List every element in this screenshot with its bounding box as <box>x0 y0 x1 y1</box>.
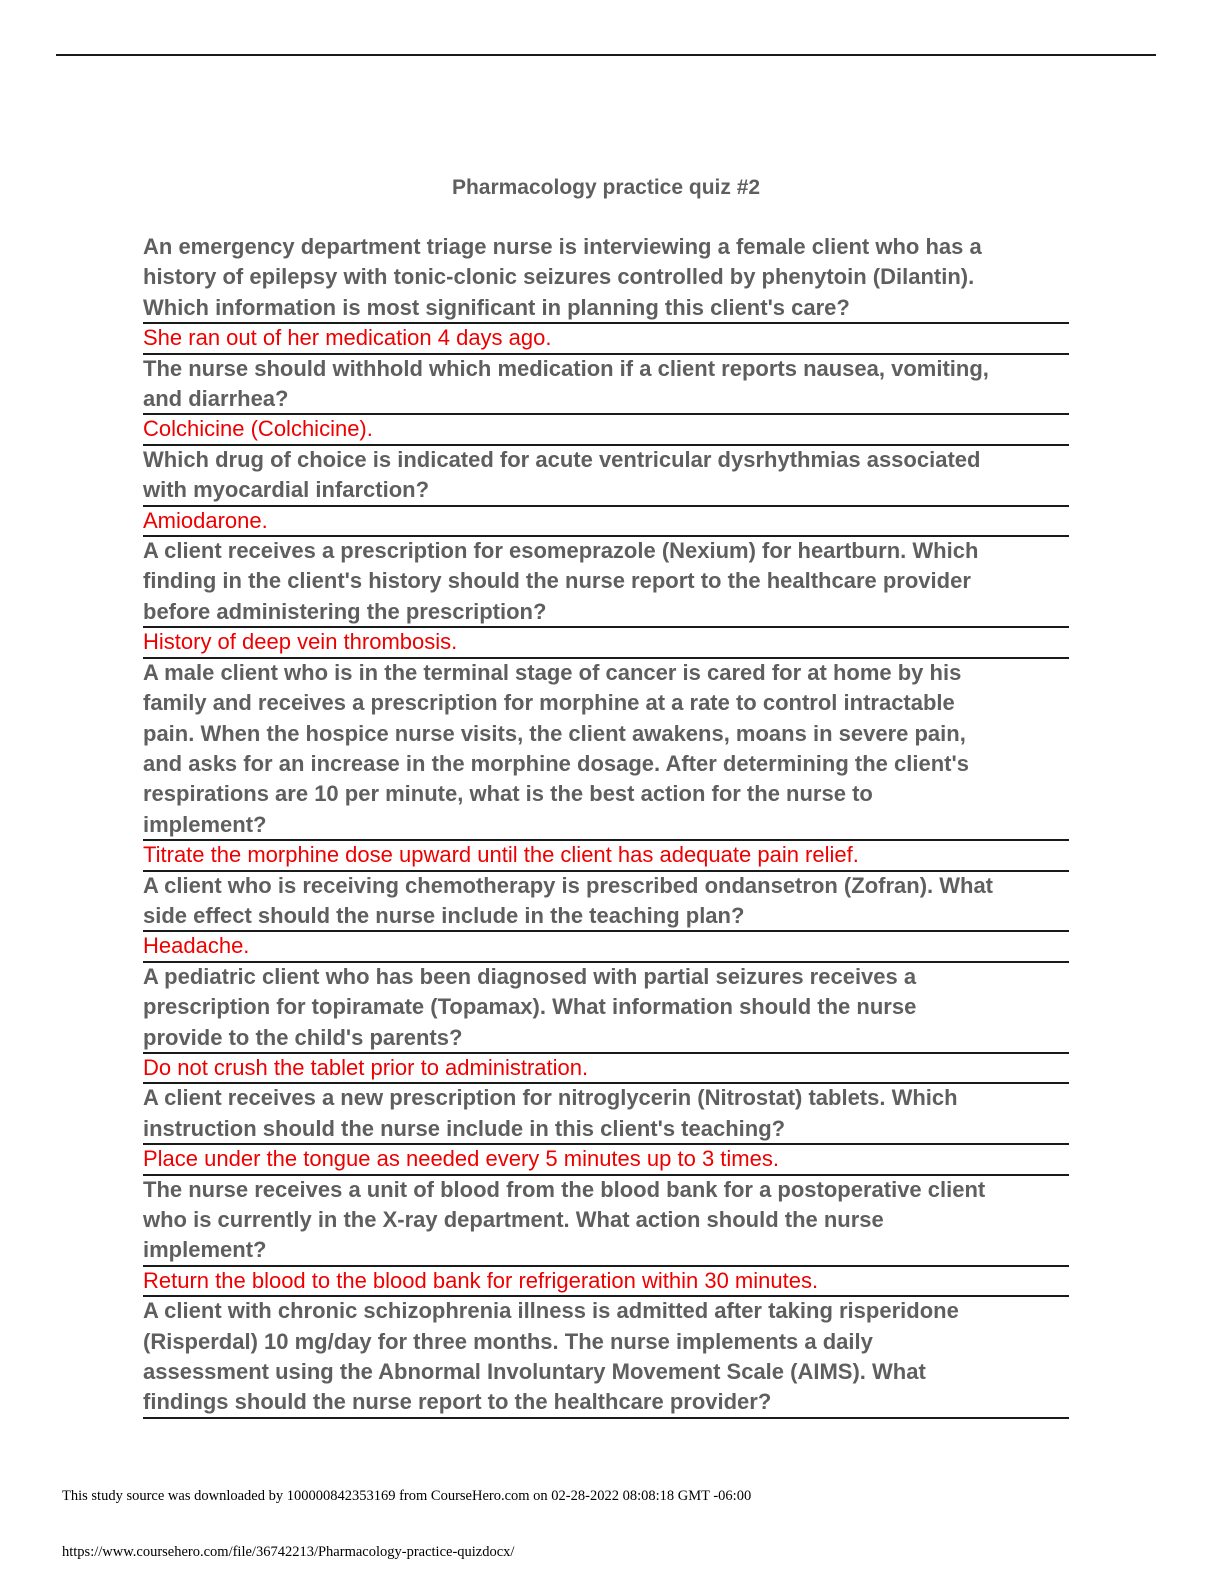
question-4 <box>143 536 1069 627</box>
answer-8 <box>143 1144 1069 1174</box>
question-text-line: findings should the nurse report to the healthcare provider? <box>143 1389 772 1415</box>
answer-9 <box>143 1266 1069 1296</box>
answer-text-line: Return the blood to the blood bank for refrigeration within 30 minutes. <box>143 1267 819 1293</box>
question-text-line: instruction should the nurse include in this client's teaching? <box>143 1115 786 1141</box>
answer-6 <box>143 931 1069 961</box>
top-rule <box>56 54 1156 56</box>
question-text-line: The nurse receives a unit of blood from the blood bank for a postoperative client <box>143 1176 986 1202</box>
question-text-line: A pediatric client who has been diagnosed with partial seizures receives a <box>143 963 917 989</box>
question-text-line: A client receives a prescription for esomeprazole (Nexium) for heartburn. Which <box>143 538 979 564</box>
question-text-line: Which information is most significant in planning this client's care? <box>143 294 850 320</box>
question-text-line: with myocardial infarction? <box>143 477 430 503</box>
question-5 <box>143 658 1069 840</box>
answer-text-line: Headache. <box>143 933 250 959</box>
question-answer-list <box>143 232 1069 1418</box>
answer-text-line: Do not crush the tablet prior to administration. <box>143 1054 589 1080</box>
question-6 <box>143 871 1069 932</box>
answer-text-line: Colchicine (Colchicine). <box>143 416 373 442</box>
question-1 <box>143 232 1069 323</box>
question-text-line: The nurse should withhold which medication if a client reports nausea, vomiting, <box>143 355 989 381</box>
question-9 <box>143 1175 1069 1266</box>
download-source-notice: This study source was downloaded by 100000842353169 from CourseHero.com on 02-28-2022 08:08:18 GMT -06:00 <box>62 1488 752 1504</box>
question-text-line: who is currently in the X-ray department. What action should the nurse <box>143 1207 884 1232</box>
question-8 <box>143 1083 1069 1144</box>
answer-text-line: Titrate the morphine dose upward until the client has adequate pain relief. <box>143 842 859 868</box>
answer-2 <box>143 414 1069 444</box>
answer-text-line: She ran out of her medication 4 days ago. <box>143 325 552 351</box>
question-text-line: finding in the client's history should the nurse report to the healthcare provider <box>143 568 971 594</box>
question-text-line: side effect should the nurse include in the teaching plan? <box>143 902 745 928</box>
question-text-line: history of epilepsy with tonic-clonic seizures controlled by phenytoin (Dilantin). <box>143 264 975 290</box>
question-10 <box>143 1296 1069 1418</box>
question-text-line: A client who is receiving chemotherapy is prescribed ondansetron (Zofran). What <box>143 872 994 898</box>
question-text-line: implement? <box>143 1237 267 1263</box>
question-text-line: (Risperdal) 10 mg/day for three months. The nurse implements a daily <box>143 1328 873 1354</box>
answer-5 <box>143 840 1069 870</box>
question-text-line: A client with chronic schizophrenia illness is admitted after taking risperidone <box>143 1298 959 1324</box>
question-text-line: and diarrhea? <box>143 386 289 412</box>
answer-text-line: Place under the tongue as needed every 5 minutes up to 3 times. <box>143 1146 779 1172</box>
question-text-line: A client receives a new prescription for nitroglycerin (Nitrostat) tablets. Which <box>143 1085 958 1111</box>
question-7 <box>143 962 1069 1053</box>
question-3 <box>143 445 1069 506</box>
answer-text-line: History of deep vein thrombosis. <box>143 629 458 655</box>
answer-7 <box>143 1053 1069 1083</box>
question-text-line: respirations are 10 per minute, what is the best action for the nurse to <box>143 781 873 807</box>
question-text-line: A male client who is in the terminal stage of cancer is cared for at home by his <box>143 659 962 685</box>
question-text-line: before administering the prescription? <box>143 598 547 624</box>
answer-1 <box>143 323 1069 353</box>
question-text-line: and asks for an increase in the morphine dosage. After determining the client's <box>143 750 969 776</box>
question-text-line: assessment using the Abnormal Involuntary Movement Scale (AIMS). What <box>143 1359 926 1385</box>
question-text-line: pain. When the hospice nurse visits, the client awakens, moans in severe pain, <box>143 720 966 746</box>
answer-text-line: Amiodarone. <box>143 507 268 533</box>
question-2 <box>143 354 1069 415</box>
source-url: https://www.coursehero.com/file/36742213/Pharmacology-practice-quizdocx/ <box>62 1544 515 1560</box>
document-title: Pharmacology practice quiz #2 <box>451 176 761 199</box>
question-text-line: family and receives a prescription for morphine at a rate to control intractable <box>143 690 955 716</box>
answer-3 <box>143 506 1069 536</box>
question-text-line: provide to the child's parents? <box>143 1024 463 1050</box>
question-text-line: Which drug of choice is indicated for acute ventricular dysrhythmias associated <box>143 446 981 472</box>
answer-4 <box>143 627 1069 657</box>
question-text-line: implement? <box>143 811 267 837</box>
question-text-line: prescription for topiramate (Topamax). What information should the nurse <box>143 994 917 1020</box>
question-text-line: An emergency department triage nurse is interviewing a female client who has a <box>143 234 982 259</box>
